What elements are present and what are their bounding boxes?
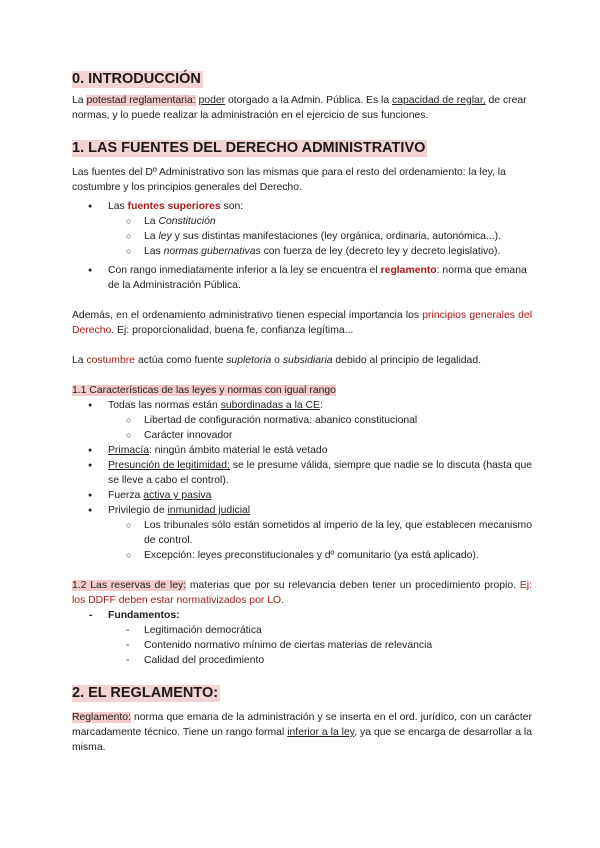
fuentes-list bbox=[72, 199, 532, 293]
list-item: ● Presunción de legitimidad: se le presume válida, siempre que nadie se lo discuta (hasta que se lleve a cabo el control). bbox=[72, 458, 532, 488]
reservas-paragraph: 1.2 Las reservas de ley: materias que por su relevancia deben tener un procedimiento propio. Ej: los DDFF deben estar normativizados por LO. bbox=[72, 580, 532, 606]
list-item: ○ Las normas gubernativas con fuerza de ley (decreto ley y decreto legislativo). bbox=[72, 244, 532, 259]
heading-fuentes: 1. LAS FUENTES DEL DERECHO ADMINISTRATIVO bbox=[72, 140, 426, 156]
list-item: ○ Carácter innovador bbox=[72, 428, 532, 443]
caracteristicas-list bbox=[72, 398, 532, 563]
list-item: - Fundamentos: bbox=[72, 608, 532, 623]
costumbre-paragraph: La costumbre actúa como fuente supletoria o subsidiaria debido al principio de legalidad. bbox=[72, 355, 481, 366]
reglamento-paragraph: Reglamento: norma que emana de la administración y se inserta en el ord. jurídico, con un carácter marcadamente técnico. Tiene un rango formal inferior a la ley, ya que se encarga de desarrollar a la misma. bbox=[72, 712, 532, 753]
list-item: - Legitimación democrática bbox=[72, 623, 532, 638]
list-item: ● Fuerza activa y pasiva bbox=[72, 488, 532, 503]
subheading-caracteristicas: 1.1 Características de las leyes y normas con igual rango bbox=[72, 385, 336, 396]
list-item: ○ Libertad de configuración normativa: abanico constitucional bbox=[72, 413, 532, 428]
list-item: ○ Excepción: leyes preconstitucionales y dº comunitario (ya está aplicado). bbox=[72, 548, 532, 563]
principios-paragraph: Además, en el ordenamiento administrativo tienen especial importancia los principios generales del Derecho. Ej: proporcionalidad, buena fe, confianza legítima... bbox=[72, 310, 533, 336]
list-item: - Contenido normativo mínimo de ciertas materias de relevancia bbox=[72, 638, 532, 653]
fuentes-intro: Las fuentes del Dº Administrativo son las mismas que para el resto del ordenamiento: la ley, la costumbre y los principios generales del Derecho. bbox=[72, 167, 506, 193]
heading-introduccion: 0. INTRODUCCIÓN bbox=[72, 71, 201, 87]
heading-reglamento: 2. EL REGLAMENTO: bbox=[72, 685, 219, 701]
list-item: ● Todas las normas están subordinadas a la CE: bbox=[72, 398, 532, 413]
list-item: - Calidad del procedimiento bbox=[72, 653, 532, 668]
fundamentos-list bbox=[72, 608, 532, 668]
list-item: ● Las fuentes superiores son: bbox=[72, 199, 532, 214]
list-item: ○ La ley y sus distintas manifestaciones (ley orgánica, ordinaria, autonómica...). bbox=[72, 229, 532, 244]
list-item: ● Primacía: ningún ámbito material le está vetado bbox=[72, 443, 532, 458]
list-item: ○ Los tribunales sólo están sometidos al imperio de la ley, que establecen mecanismo de control. bbox=[72, 518, 532, 548]
list-item: ○ La Constitución bbox=[72, 214, 532, 229]
list-item: ● Con rango inmediatamente inferior a la ley se encuentra el reglamento: norma que emana de la Administración Pública. bbox=[72, 263, 532, 293]
intro-paragraph: La potestad reglamentaria: poder otorgado a la Admin. Pública. Es la capacidad de reglar, de crear normas, y lo puede realizar la administración en el ejercicio de sus funciones. bbox=[72, 95, 527, 121]
list-item: ● Privilegio de inmunidad judicial bbox=[72, 503, 532, 518]
document-page bbox=[72, 70, 532, 755]
